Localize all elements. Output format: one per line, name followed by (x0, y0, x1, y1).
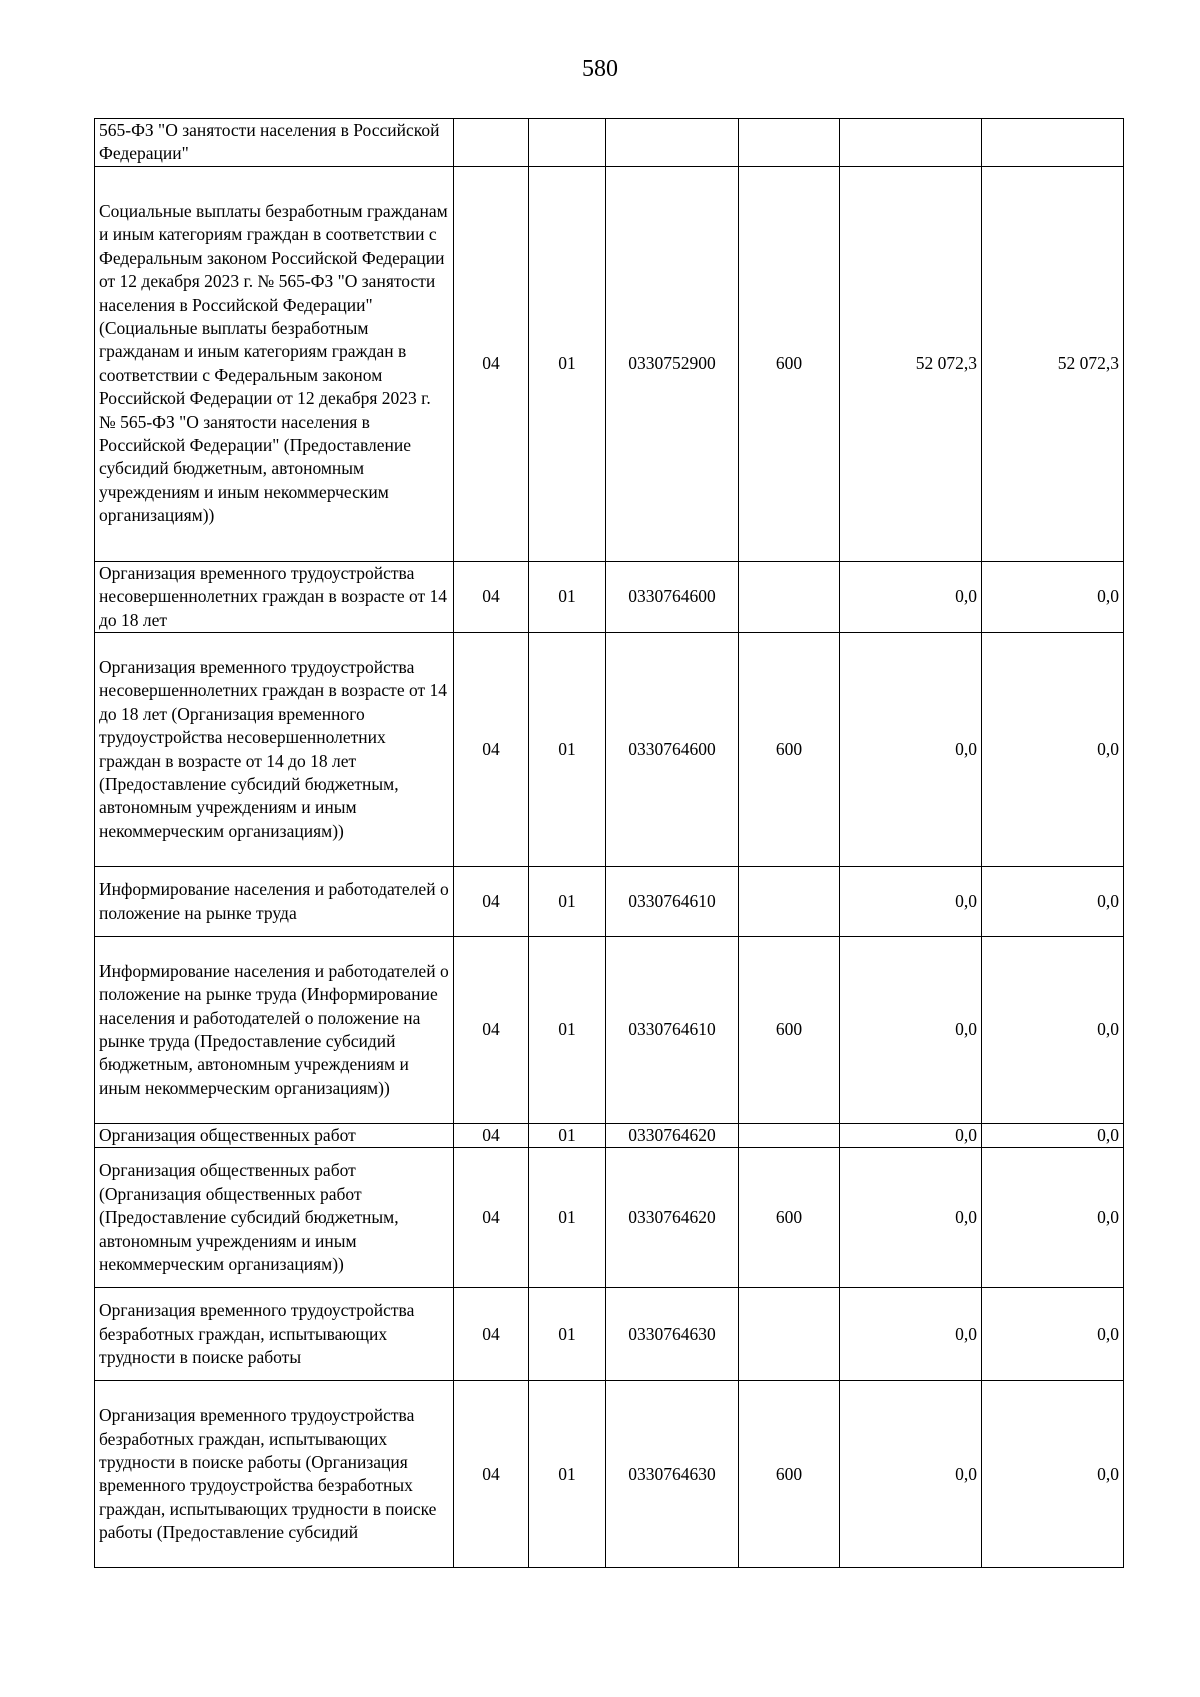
subsection-code-cell (529, 119, 606, 167)
target-article-code-cell: 0330764600 (606, 633, 739, 867)
amount-year-2-cell: 0,0 (982, 1381, 1124, 1568)
description-cell: Организация временного трудоустройства безработных граждан, испытывающих трудности в поиске работы (Организация временного трудоустройства безработных граждан, испытывающих трудности в поиске работы (Предоставление субсидий (95, 1381, 454, 1568)
table-row (95, 937, 1124, 1124)
amount-year-1-cell: 52 072,3 (840, 166, 982, 561)
target-article-code-cell: 0330764600 (606, 561, 739, 632)
expense-type-code-cell (739, 1124, 840, 1148)
target-article-code-cell: 0330764620 (606, 1124, 739, 1148)
subsection-code-cell: 01 (529, 166, 606, 561)
section-code-cell (454, 119, 529, 167)
description-cell: Организация временного трудоустройства несовершеннолетних граждан в возрасте от 14 до 18 лет (Организация временного трудоустройства несовершеннолетних граждан в возрасте от 14 до 18 лет (Предоставление субсидий бюджетным, автономным учреждениям и иным некоммерческим организациям)) (95, 633, 454, 867)
description-cell: Организация общественных работ (Организация общественных работ (Предоставление субсидий бюджетным, автономным учреждениям и иным некоммерческим организациям)) (95, 1148, 454, 1288)
table-row (95, 1381, 1124, 1568)
section-code-cell: 04 (454, 166, 529, 561)
section-code-cell: 04 (454, 561, 529, 632)
section-code-cell: 04 (454, 1381, 529, 1568)
amount-year-1-cell: 0,0 (840, 1148, 982, 1288)
subsection-code-cell: 01 (529, 937, 606, 1124)
expense-type-code-cell (739, 561, 840, 632)
table-body (95, 119, 1124, 1568)
amount-year-2-cell: 0,0 (982, 633, 1124, 867)
section-code-cell: 04 (454, 633, 529, 867)
page-number: 580 (582, 56, 618, 82)
table-row (95, 867, 1124, 937)
amount-year-2-cell: 0,0 (982, 1124, 1124, 1148)
description-cell: Социальные выплаты безработным гражданам и иным категориям граждан в соответствии с Федеральным законом Российской Федерации от 12 декабря 2023 г. № 565-ФЗ "О занятости населения в Российской Федерации" (Социальные выплаты безработным гражданам и иным категориям граждан в соответствии с Федеральным законом Российской Федерации от 12 декабря 2023 г. № 565-ФЗ "О занятости населения в Российской Федерации" (Предоставление субсидий бюджетным, автономным учреждениям и иным некоммерческим организациям)) (95, 166, 454, 561)
expense-type-code-cell: 600 (739, 937, 840, 1124)
table-row (95, 561, 1124, 632)
target-article-code-cell: 0330764610 (606, 867, 739, 937)
budget-table (94, 118, 1124, 1568)
expense-type-code-cell (739, 119, 840, 167)
subsection-code-cell: 01 (529, 1124, 606, 1148)
target-article-code-cell: 0330764630 (606, 1288, 739, 1381)
expense-type-code-cell: 600 (739, 1148, 840, 1288)
section-code-cell: 04 (454, 1148, 529, 1288)
description-cell: Информирование населения и работодателей о положение на рынке труда (95, 867, 454, 937)
amount-year-2-cell: 0,0 (982, 937, 1124, 1124)
amount-year-2-cell: 0,0 (982, 561, 1124, 632)
table-row (95, 166, 1124, 561)
amount-year-1-cell: 0,0 (840, 867, 982, 937)
section-code-cell: 04 (454, 1124, 529, 1148)
description-cell: Организация временного трудоустройства несовершеннолетних граждан в возрасте от 14 до 18 лет (95, 561, 454, 632)
amount-year-2-cell: 52 072,3 (982, 166, 1124, 561)
amount-year-2-cell: 0,0 (982, 1288, 1124, 1381)
amount-year-2-cell (982, 119, 1124, 167)
amount-year-2-cell: 0,0 (982, 1148, 1124, 1288)
amount-year-1-cell: 0,0 (840, 561, 982, 632)
description-cell: Организация временного трудоустройства безработных граждан, испытывающих трудности в поиске работы (95, 1288, 454, 1381)
expense-type-code-cell (739, 867, 840, 937)
amount-year-1-cell: 0,0 (840, 1124, 982, 1148)
subsection-code-cell: 01 (529, 1148, 606, 1288)
target-article-code-cell: 0330764630 (606, 1381, 739, 1568)
description-cell: Организация общественных работ (95, 1124, 454, 1148)
amount-year-2-cell: 0,0 (982, 867, 1124, 937)
section-code-cell: 04 (454, 937, 529, 1124)
section-code-cell: 04 (454, 1288, 529, 1381)
target-article-code-cell (606, 119, 739, 167)
subsection-code-cell: 01 (529, 561, 606, 632)
target-article-code-cell: 0330752900 (606, 166, 739, 561)
description-cell: 565-ФЗ "О занятости населения в Российской Федерации" (95, 119, 454, 167)
table-row (95, 633, 1124, 867)
subsection-code-cell: 01 (529, 1288, 606, 1381)
amount-year-1-cell: 0,0 (840, 1288, 982, 1381)
subsection-code-cell: 01 (529, 633, 606, 867)
table-row (95, 1124, 1124, 1148)
table-row (95, 119, 1124, 167)
amount-year-1-cell (840, 119, 982, 167)
expense-type-code-cell: 600 (739, 1381, 840, 1568)
table-row (95, 1148, 1124, 1288)
amount-year-1-cell: 0,0 (840, 633, 982, 867)
subsection-code-cell: 01 (529, 1381, 606, 1568)
expense-type-code-cell: 600 (739, 633, 840, 867)
table-row (95, 1288, 1124, 1381)
expense-type-code-cell (739, 1288, 840, 1381)
section-code-cell: 04 (454, 867, 529, 937)
target-article-code-cell: 0330764610 (606, 937, 739, 1124)
amount-year-1-cell: 0,0 (840, 1381, 982, 1568)
subsection-code-cell: 01 (529, 867, 606, 937)
description-cell: Информирование населения и работодателей о положение на рынке труда (Информирование населения и работодателей о положение на рынке труда (Предоставление субсидий бюджетным, автономным учреждениям и иным некоммерческим организациям)) (95, 937, 454, 1124)
expense-type-code-cell: 600 (739, 166, 840, 561)
amount-year-1-cell: 0,0 (840, 937, 982, 1124)
target-article-code-cell: 0330764620 (606, 1148, 739, 1288)
